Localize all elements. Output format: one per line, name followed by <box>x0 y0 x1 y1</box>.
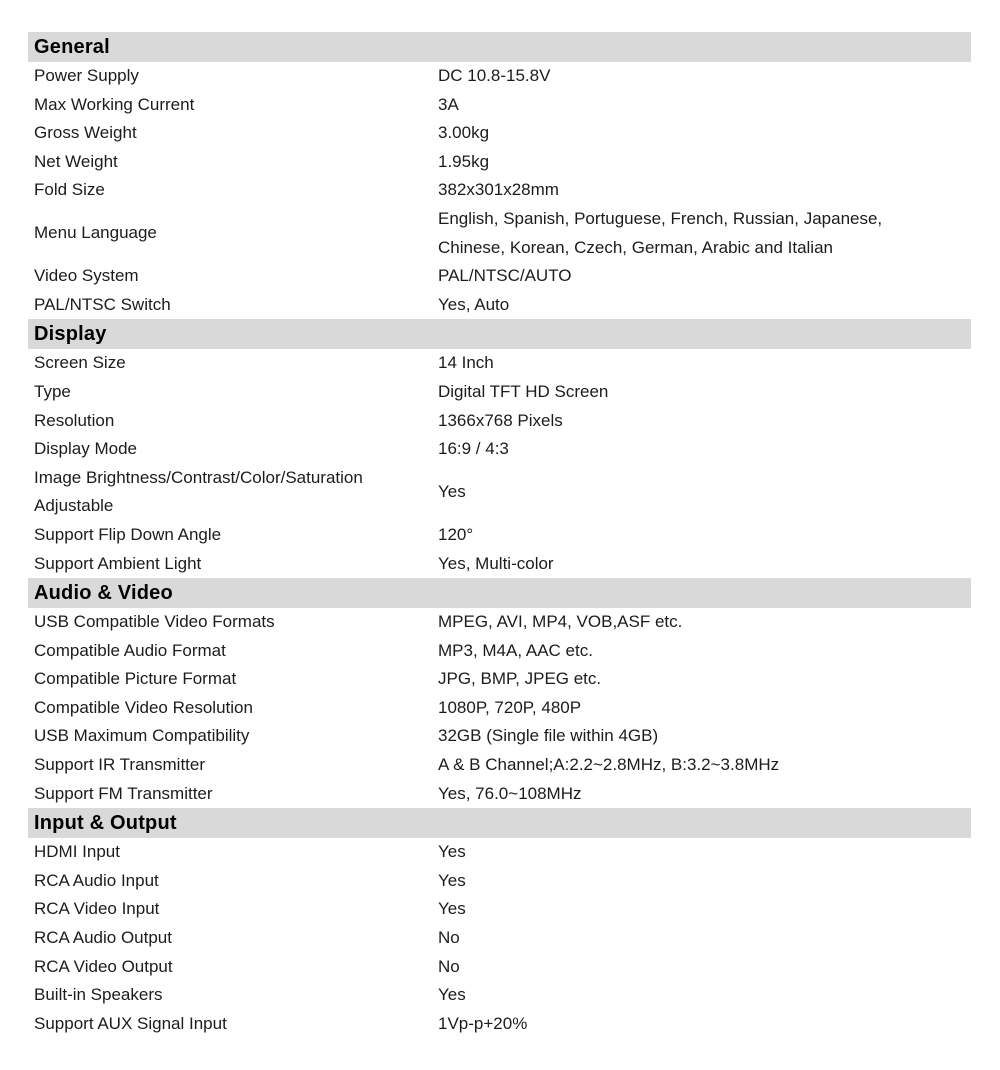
spec-label: Max Working Current <box>34 94 195 114</box>
section-header-general: General <box>28 32 971 62</box>
spec-label: RCA Video Input <box>34 899 160 919</box>
spec-label: USB Compatible Video Formats <box>34 612 275 632</box>
table-row <box>28 665 971 694</box>
table-row <box>28 895 971 924</box>
spec-label: Image Brightness/Contrast/Color/Saturation Adjustable <box>34 467 363 516</box>
table-row <box>28 722 971 751</box>
table-row <box>28 148 971 177</box>
spec-section-display <box>28 319 971 578</box>
section-header-audio-video: Audio & Video <box>28 578 971 608</box>
spec-label: HDMI Input <box>34 842 120 862</box>
spec-value: JPG, BMP, JPEG etc. <box>438 669 602 689</box>
spec-label: Support FM Transmitter <box>34 783 213 803</box>
spec-value: MPEG, AVI, MP4, VOB,ASF etc. <box>438 612 683 632</box>
spec-value: 32GB (Single file within 4GB) <box>438 726 659 746</box>
spec-value: DC 10.8-15.8V <box>438 66 551 85</box>
table-row <box>28 550 971 579</box>
table-row <box>28 924 971 953</box>
spec-value: 1080P, 720P, 480P <box>438 697 582 717</box>
spec-label: Display Mode <box>34 439 137 459</box>
section-rows <box>28 838 971 1038</box>
spec-section-general <box>28 32 971 319</box>
spec-section-audio-video <box>28 578 971 808</box>
table-row <box>28 867 971 896</box>
table-row <box>28 751 971 780</box>
spec-label: Power Supply <box>34 66 139 85</box>
spec-value: MP3, M4A, AAC etc. <box>438 640 593 660</box>
spec-value: 382x301x28mm <box>438 180 559 200</box>
table-row <box>28 981 971 1010</box>
table-row <box>28 637 971 666</box>
table-row <box>28 291 971 320</box>
table-row <box>28 262 971 291</box>
table-row <box>28 435 971 464</box>
spec-value: No <box>438 928 460 948</box>
spec-value: 16:9 / 4:3 <box>438 439 509 459</box>
spec-value: 14 Inch <box>438 353 494 373</box>
table-row <box>28 407 971 436</box>
spec-value: Yes <box>438 482 466 502</box>
spec-value: 1Vp-p+20% <box>438 1013 528 1033</box>
spec-value: Yes, 76.0~108MHz <box>438 783 582 803</box>
table-row <box>28 119 971 148</box>
spec-table <box>28 32 971 1038</box>
table-row <box>28 521 971 550</box>
table-row <box>28 349 971 378</box>
table-row <box>28 780 971 809</box>
spec-label: Type <box>34 381 71 401</box>
spec-label: PAL/NTSC Switch <box>34 294 171 314</box>
spec-value: Digital TFT HD Screen <box>438 381 609 401</box>
spec-label: Gross Weight <box>34 123 137 143</box>
table-row <box>28 176 971 205</box>
spec-value: No <box>438 956 460 976</box>
spec-value: 1.95kg <box>438 151 490 171</box>
section-rows <box>28 608 971 808</box>
spec-label: Screen Size <box>34 353 126 373</box>
spec-value: Yes <box>438 985 466 1005</box>
spec-value: Yes, Auto <box>438 294 510 314</box>
spec-value: Yes <box>438 899 466 919</box>
spec-value: 3A <box>438 94 459 114</box>
section-rows <box>28 349 971 578</box>
spec-value: Yes <box>438 842 466 862</box>
spec-label: Built-in Speakers <box>34 985 163 1005</box>
spec-label: Support IR Transmitter <box>34 755 206 775</box>
spec-label: Compatible Audio Format <box>34 640 226 660</box>
spec-label: Resolution <box>34 410 115 430</box>
spec-section-input-output <box>28 808 971 1038</box>
table-row <box>28 953 971 982</box>
table-row <box>28 1010 971 1039</box>
spec-label: Fold Size <box>34 180 105 200</box>
spec-label: Support Flip Down Angle <box>34 524 222 544</box>
table-row <box>28 205 971 262</box>
spec-value: A & B Channel;A:2.2~2.8MHz, B:3.2~3.8MHz <box>438 755 780 775</box>
section-rows <box>28 62 971 319</box>
spec-label: Compatible Video Resolution <box>34 697 253 717</box>
table-row <box>28 62 971 91</box>
spec-value: 3.00kg <box>438 123 490 143</box>
table-row <box>28 694 971 723</box>
table-row <box>28 91 971 120</box>
spec-label: Video System <box>34 266 139 286</box>
spec-label: RCA Audio Input <box>34 870 159 890</box>
spec-label: Compatible Picture Format <box>34 669 237 689</box>
spec-label: Menu Language <box>34 223 157 243</box>
spec-value: Yes <box>438 870 466 890</box>
section-header-input-output: Input & Output <box>28 808 971 838</box>
spec-label: USB Maximum Compatibility <box>34 726 250 746</box>
table-row <box>28 608 971 637</box>
spec-value: 1366x768 Pixels <box>438 410 563 430</box>
table-row <box>28 464 971 521</box>
spec-value: 120° <box>438 524 474 544</box>
spec-value: Yes, Multi-color <box>438 553 554 573</box>
spec-value: English, Spanish, Portuguese, French, Russian, Japanese, Chinese, Korean, Czech, German, Arabic and Italian <box>438 208 883 257</box>
spec-label: Support Ambient Light <box>34 553 202 573</box>
spec-label: Net Weight <box>34 151 118 171</box>
spec-label: Support AUX Signal Input <box>34 1013 227 1033</box>
spec-label: RCA Video Output <box>34 956 173 976</box>
table-row <box>28 378 971 407</box>
spec-value: PAL/NTSC/AUTO <box>438 266 572 286</box>
spec-label: RCA Audio Output <box>34 928 172 948</box>
section-header-display: Display <box>28 319 971 349</box>
table-row <box>28 838 971 867</box>
